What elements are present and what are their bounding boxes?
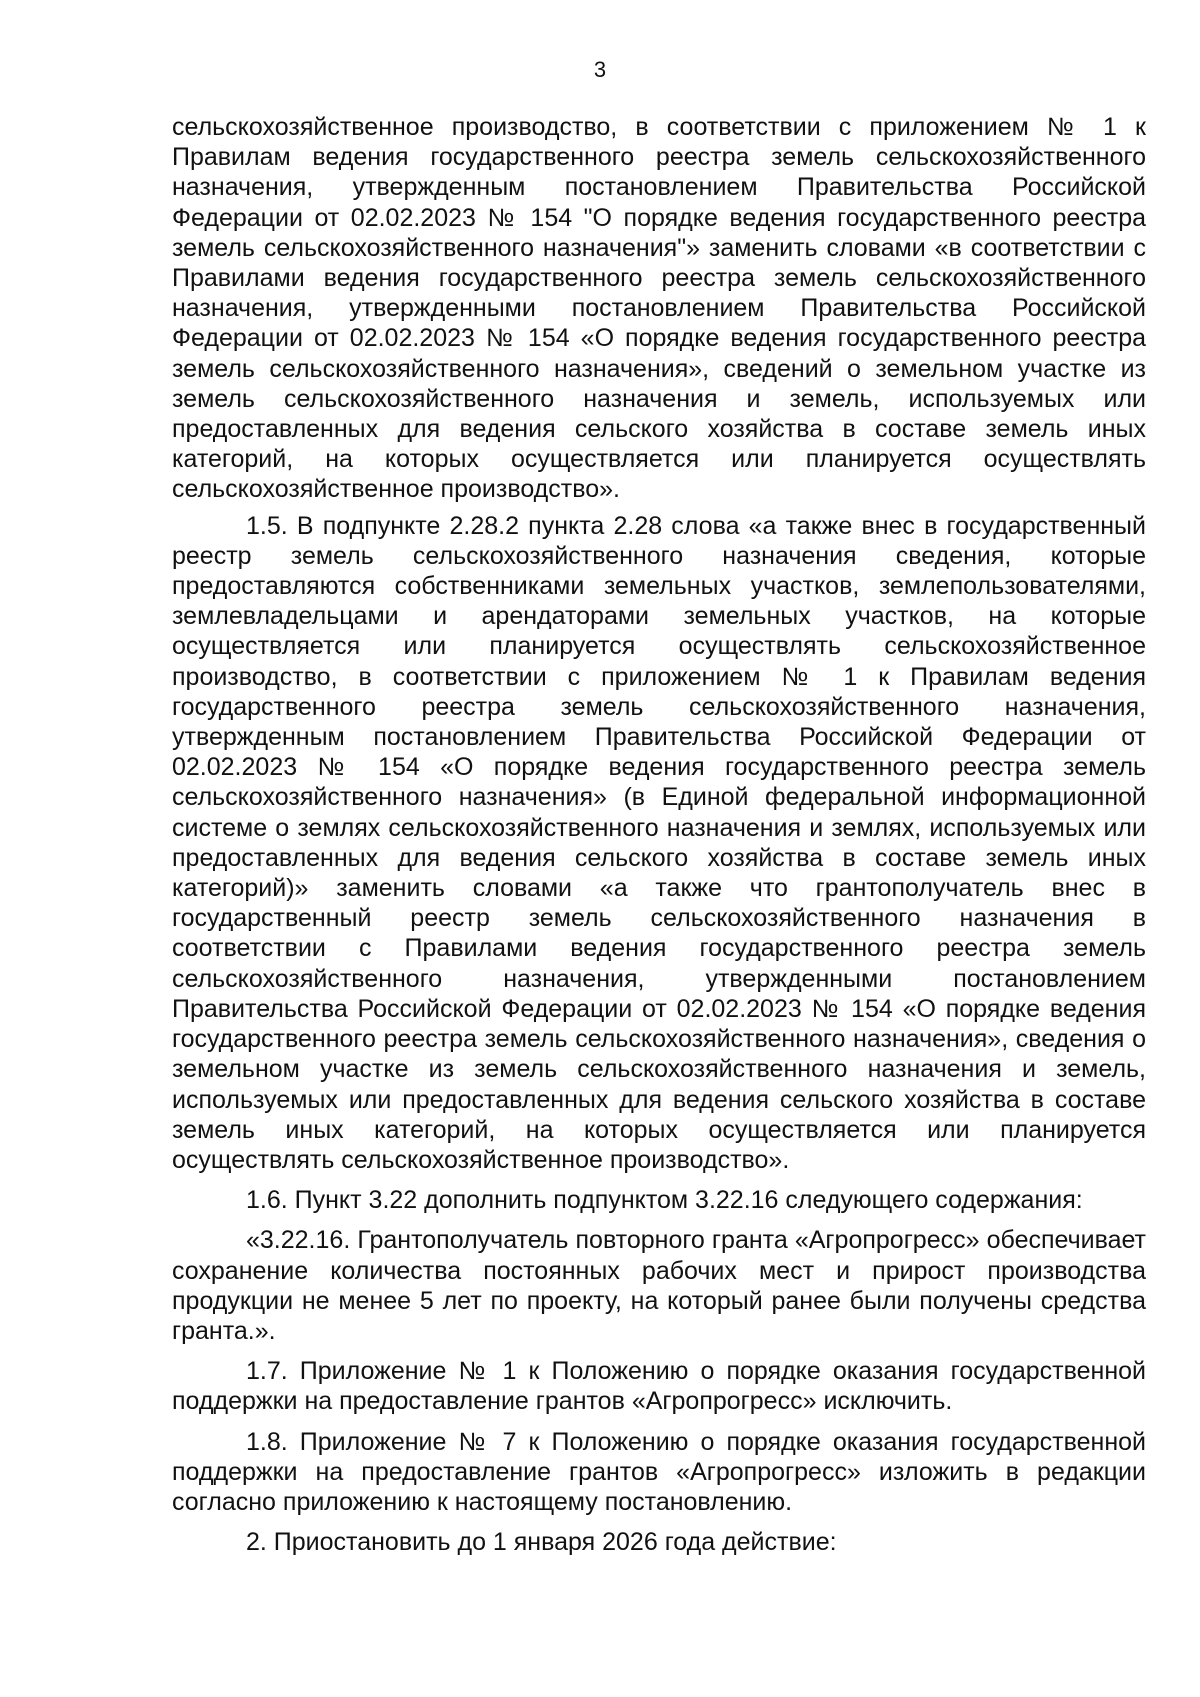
paragraph-1-7: 1.7. Приложение № 1 к Положению о порядке оказания государственной поддержки на предоставление грантов «Агропрогресс» исключить. [172, 1357, 1146, 1416]
paragraph-1-8: 1.8. Приложение № 7 к Положению о порядке оказания государственной поддержки на предоставление грантов «Агропрогресс» изложить в редакции согласно приложению к настоящему постановлению. [172, 1427, 1146, 1516]
paragraph-1-6: 1.6. Пункт 3.22 дополнить подпунктом 3.22.16 следующего содержания: [246, 1186, 1083, 1215]
paragraph-1-5: 1.5. В подпункте 2.28.2 пункта 2.28 слова «а также внес в государственный реестр земель сельскохозяйственного назначения сведения, которые предоставляются собственниками земельных участков, землепользователями, землевладельцами и арендаторами земельных участков, на которые осуществляется или планируется осуществлять сельскохозяйственное производство, в соответствии с приложением № 1 к Правилам ведения государственного реестра земель сельскохозяйственного назначения, утвержденным постановлением Правительства Российской Федерации от 02.02.2023 № 154 «О порядке ведения государственного реестра земель сельскохозяйственного назначения» (в Единой федеральной информационной системе о землях сельскохозяйственного назначения и землях, используемых или предоставленных для ведения сельского хозяйства в составе земель иных категорий)» заменить словами «а также что грантополучатель внес в государственный реестр земель сельскохозяйственного назначения в соответствии с Правилами ведения государственного реестра земель сельскохозяйственного назначения, утвержденными постановлением Правительства Российской Федерации от 02.02.2023 № 154 «О порядке ведения государственного реестра земель сельскохозяйственного назначения», сведения о земельном участке из земель сельскохозяйственного назначения и земель, используемых или предоставленных для ведения сельского хозяйства в составе земель иных категорий, на которых осуществляется или планируется осуществлять сельскохозяйственное производство». [172, 511, 1146, 1174]
page-number: 3 [593, 57, 607, 82]
paragraph-continuation: сельскохозяйственное производство, в соответствии с приложением № 1 к Правилам ведения государственного реестра земель сельскохозяйственного назначения, утвержденным постановлением Правительства Российской Федерации от 02.02.2023 № 154 "О порядке ведения государственного реестра земель сельскохозяйственного назначения"» заменить словами «в соответствии с Правилами ведения государственного реестра земель сельскохозяйственного назначения, утвержденными постановлением Правительства Российской Федерации от 02.02.2023 № 154 «О порядке ведения государственного реестра земель сельскохозяйственного назначения», сведений о земельном участке из земель сельскохозяйственного назначения и земель, используемых или предоставленных для ведения сельского хозяйства в составе земель иных категорий, на которых осуществляется или планируется осуществлять сельскохозяйственное производство». [172, 113, 1146, 504]
document-body [172, 112, 1146, 1557]
paragraph-2: 2. Приостановить до 1 января 2026 года действие: [246, 1528, 837, 1557]
paragraph-3-22-16: «3.22.16. Грантополучатель повторного гранта «Агропрогресс» обеспечивает сохранение количества постоянных рабочих мест и прирост производства продукции не менее 5 лет по проекту, на который ранее были получены средства гранта.». [172, 1226, 1146, 1345]
